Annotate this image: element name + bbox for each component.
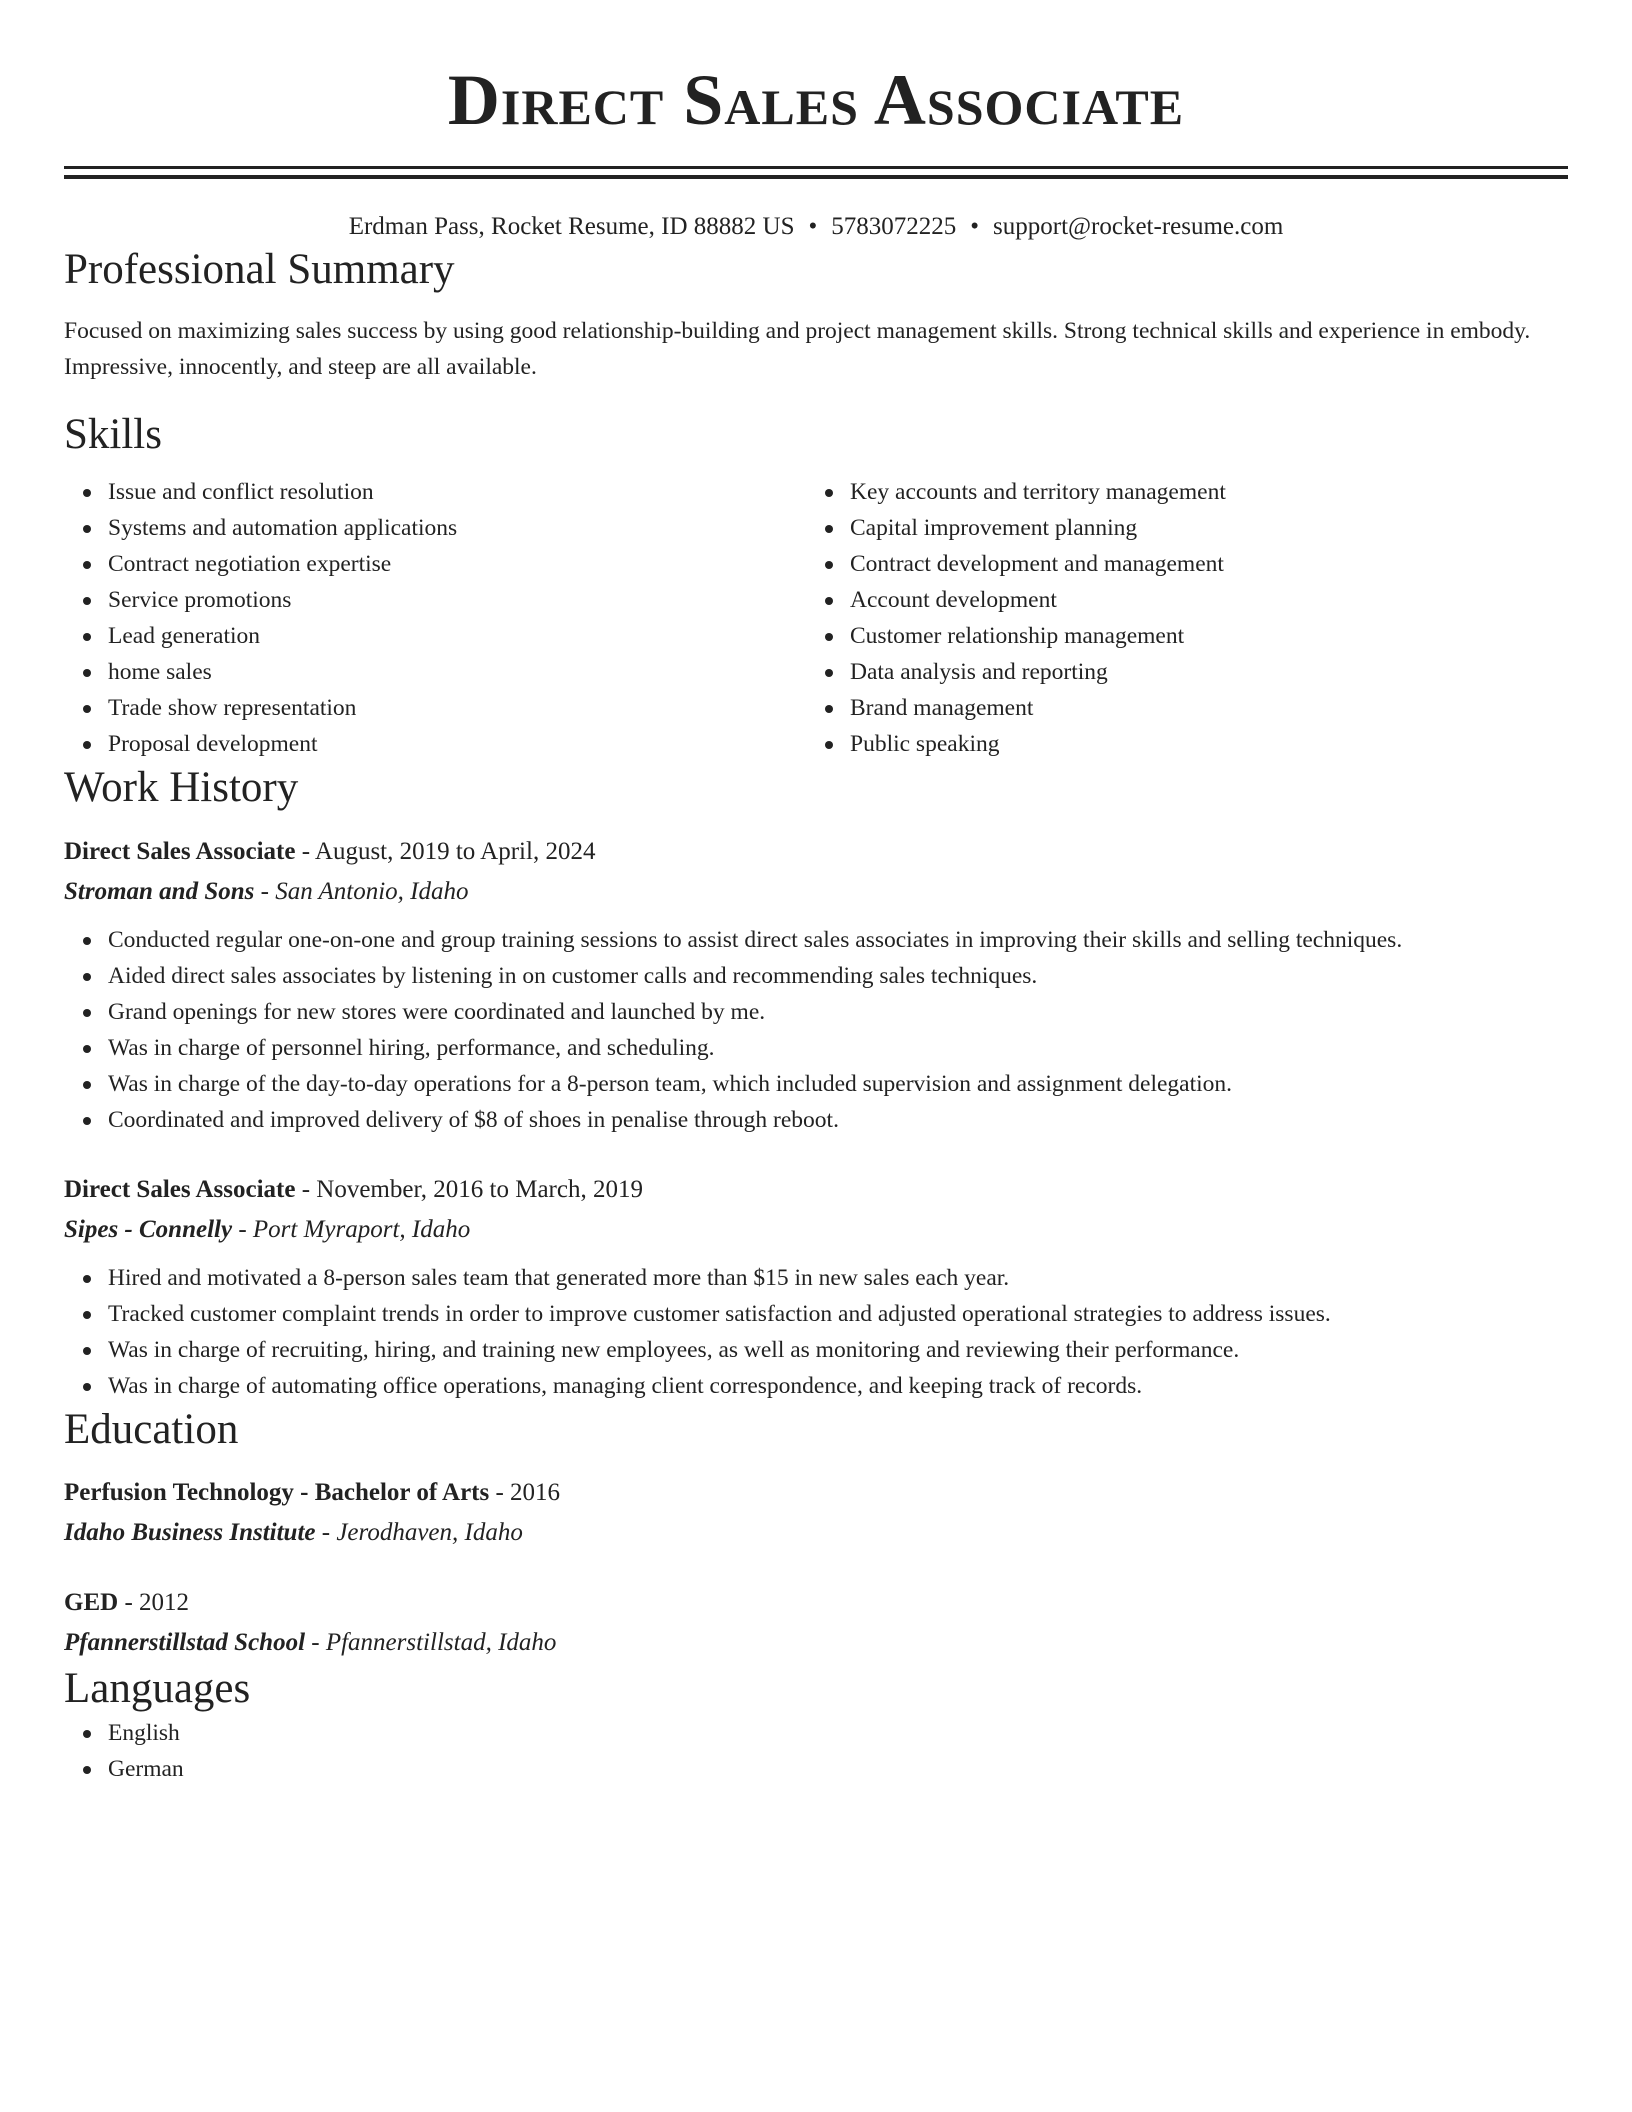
job-bullet: Was in charge of the day-to-day operations for a 8-person team, which included supervision and assignment delegation.: [108, 1066, 1568, 1102]
education-degree-line: [64, 1583, 1568, 1623]
job-bullets: [64, 922, 1568, 1138]
skill-item: Public speaking: [850, 726, 1548, 762]
job-bullet: Was in charge of automating office operations, managing client correspondence, and keeping track of records.: [108, 1368, 1568, 1404]
job-location: - San Antonio, Idaho: [254, 877, 469, 905]
skills-columns: [64, 474, 1568, 762]
contact-email: support@rocket-resume.com: [993, 213, 1284, 240]
job-company-line: [64, 1210, 1568, 1250]
job-entry: [64, 832, 1568, 1138]
header-double-rule: [64, 166, 1568, 179]
skill-item: Trade show representation: [108, 690, 806, 726]
languages-heading: Languages: [64, 1665, 251, 1713]
skills-list-right: [806, 474, 1548, 762]
contact-phone: 5783072225: [831, 213, 957, 240]
job-company: Stroman and Sons: [64, 877, 255, 905]
skill-item: Contract negotiation expertise: [108, 546, 806, 582]
language-item: German: [108, 1751, 1568, 1787]
summary-text: Focused on maximizing sales success by using good relationship-building and project management skills. Strong technical skills and experience in embody. Impressive, innocently, and steep are all available.: [64, 318, 1531, 381]
education-degree-line: [64, 1473, 1568, 1513]
education-entry: [64, 1583, 1568, 1663]
education-degree: Perfusion Technology - Bachelor of Arts: [64, 1479, 490, 1507]
skill-item: Lead generation: [108, 618, 806, 654]
education-heading: Education: [64, 1405, 239, 1453]
job-dates: - November, 2016 to March, 2019: [295, 1175, 643, 1203]
job-title: Direct Sales Associate: [64, 1175, 296, 1203]
language-item: English: [108, 1715, 1568, 1751]
job-title: Direct Sales Associate: [64, 837, 296, 865]
education-year: - 2012: [118, 1589, 190, 1617]
job-title-line: [64, 1170, 1568, 1210]
skill-item: Account development: [850, 582, 1548, 618]
education-school-line: [64, 1513, 1568, 1553]
skill-item: Data analysis and reporting: [850, 654, 1548, 690]
job-dates: - August, 2019 to April, 2024: [295, 837, 596, 865]
job-bullet: Conducted regular one-on-one and group training sessions to assist direct sales associates in improving their skills and selling techniques.: [108, 922, 1568, 958]
skills-heading: Skills: [64, 410, 162, 458]
resume-name: Direct Sales Associate: [447, 60, 1185, 140]
skill-item: Customer relationship management: [850, 618, 1548, 654]
job-company-line: [64, 872, 1568, 912]
contact-address: Erdman Pass, Rocket Resume, ID 88882 US: [348, 213, 795, 240]
languages-list: [64, 1715, 1568, 1787]
job-bullet: Tracked customer complaint trends in order to improve customer satisfaction and adjusted operational strategies to address issues.: [108, 1296, 1568, 1332]
education-degree: GED: [64, 1589, 119, 1617]
education-location: - Jerodhaven, Idaho: [315, 1519, 523, 1547]
job-company: Sipes - Connelly: [64, 1215, 233, 1243]
job-bullet: Coordinated and improved delivery of $8 of shoes in penalise through reboot.: [108, 1102, 1568, 1138]
contact-separator: •: [808, 213, 818, 240]
skill-item: Contract development and management: [850, 546, 1548, 582]
skill-item: Capital improvement planning: [850, 510, 1548, 546]
job-entry: [64, 1170, 1568, 1404]
skill-item: Systems and automation applications: [108, 510, 806, 546]
skill-item: Issue and conflict resolution: [108, 474, 806, 510]
skills-list-left: [64, 474, 806, 762]
education-school: Pfannerstillstad School: [64, 1629, 306, 1657]
contact-separator: •: [970, 213, 980, 240]
education-school-line: [64, 1623, 1568, 1663]
education-entry: [64, 1473, 1568, 1553]
work-history-heading: Work History: [64, 764, 299, 812]
contact-line: [64, 211, 1568, 244]
job-bullet: Aided direct sales associates by listening in on customer calls and recommending sales techniques.: [108, 958, 1568, 994]
summary-heading: Professional Summary: [64, 245, 455, 293]
education-location: - Pfannerstillstad, Idaho: [305, 1629, 557, 1657]
job-bullet: Hired and motivated a 8-person sales team that generated more than $15 in new sales each year.: [108, 1260, 1568, 1296]
education-year: - 2016: [489, 1479, 561, 1507]
job-bullets: [64, 1260, 1568, 1404]
skill-item: Key accounts and territory management: [850, 474, 1548, 510]
job-bullet: Was in charge of personnel hiring, performance, and scheduling.: [108, 1030, 1568, 1066]
job-bullet: Was in charge of recruiting, hiring, and training new employees, as well as monitoring and reviewing their performance.: [108, 1332, 1568, 1368]
job-location: - Port Myraport, Idaho: [232, 1215, 471, 1243]
education-school: Idaho Business Institute: [64, 1519, 316, 1547]
skill-item: Brand management: [850, 690, 1548, 726]
job-title-line: [64, 832, 1568, 872]
skill-item: Service promotions: [108, 582, 806, 618]
skill-item: Proposal development: [108, 726, 806, 762]
job-bullet: Grand openings for new stores were coordinated and launched by me.: [108, 994, 1568, 1030]
skill-item: home sales: [108, 654, 806, 690]
